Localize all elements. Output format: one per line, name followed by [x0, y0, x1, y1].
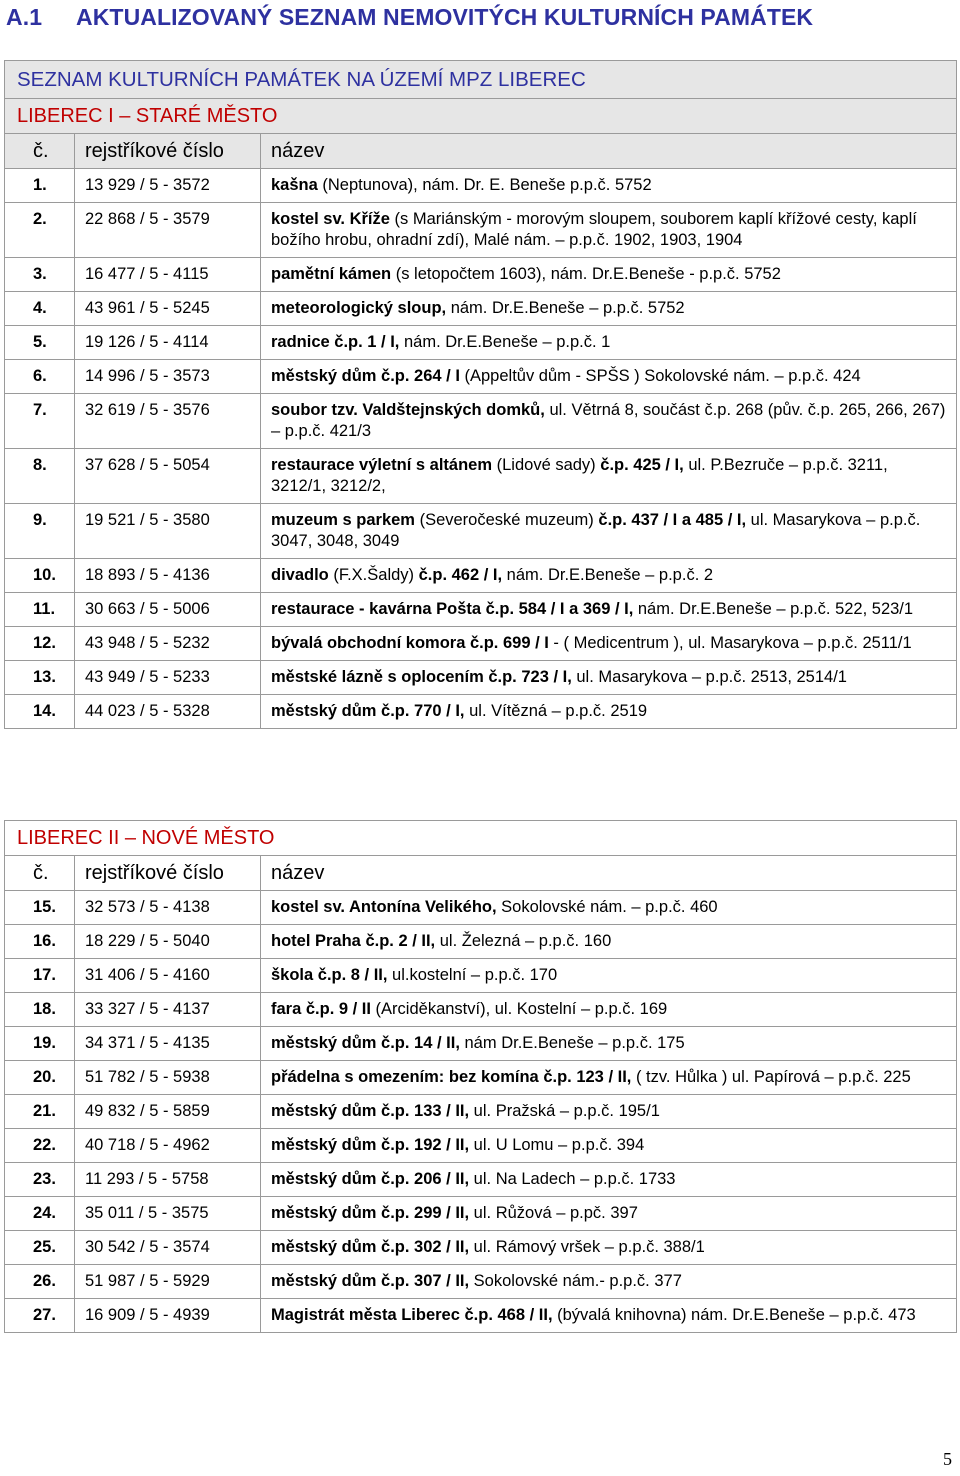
monument-name [261, 326, 957, 360]
register-number: 43 961 / 5 - 5245 [75, 292, 261, 326]
table-row [5, 1265, 957, 1299]
register-number: 31 406 / 5 - 4160 [75, 959, 261, 993]
monument-name [261, 1095, 957, 1129]
monument-name [261, 1129, 957, 1163]
row-number: 15. [5, 891, 75, 925]
monument-name-bold: č.p. 437 / I a 485 / I, [598, 511, 747, 529]
table-row [5, 394, 957, 449]
heading-number: A.1 [6, 4, 43, 30]
column-header-number: č. [5, 134, 75, 169]
monument-name-bold: městský dům č.p. 264 / I [271, 367, 460, 385]
monument-name-bold: č.p. 425 / I, [600, 456, 684, 474]
monument-name [261, 1061, 957, 1095]
row-number: 21. [5, 1095, 75, 1129]
table-row [5, 1163, 957, 1197]
column-header-name: název [261, 856, 957, 891]
monument-name-bold: restaurace výletní s altánem [271, 456, 493, 474]
monument-name-text: nám. Dr.E.Beneše – p.p.č. 1 [399, 333, 611, 351]
monument-name [261, 695, 957, 729]
table-row [5, 360, 957, 394]
monument-name-bold: škola č.p. 8 / II, [271, 966, 388, 984]
register-number: 34 371 / 5 - 4135 [75, 1027, 261, 1061]
monument-name-text: ul. P.Bezruče – p.p.č. 3211, 3212/1, 3212/2, [271, 456, 888, 495]
monument-name-text: nám Dr.E.Beneše – p.p.č. 175 [459, 1034, 685, 1052]
register-number: 14 996 / 5 - 3573 [75, 360, 261, 394]
monument-name-text: ( tzv. Hůlka ) ul. Papírová – p.p.č. 225 [631, 1068, 911, 1086]
monument-name [261, 959, 957, 993]
monument-name-bold: meteorologický sloup, [271, 299, 447, 317]
register-number: 16 909 / 5 - 4939 [75, 1299, 261, 1333]
monument-name-bold: bývalá obchodní komora č.p. 699 / I [271, 634, 549, 652]
monument-name [261, 1027, 957, 1061]
row-number: 10. [5, 559, 75, 593]
monument-name-bold: městský dům č.p. 206 / II, [271, 1170, 470, 1188]
table-row [5, 891, 957, 925]
register-number: 33 327 / 5 - 4137 [75, 993, 261, 1027]
monument-name-text: ul.kostelní – p.p.č. 170 [387, 966, 558, 984]
monument-name-text: ul. Růžová – p.pč. 397 [469, 1204, 638, 1222]
table-row [5, 258, 957, 292]
row-number: 17. [5, 959, 75, 993]
monument-name-bold: fara č.p. 9 / II [271, 1000, 371, 1018]
register-number: 30 542 / 5 - 3574 [75, 1231, 261, 1265]
row-number: 8. [5, 449, 75, 504]
monument-name-bold: kostel sv. Kříže [271, 210, 390, 228]
register-number: 32 619 / 5 - 3576 [75, 394, 261, 449]
table-row [5, 959, 957, 993]
table-row [5, 627, 957, 661]
monument-name-text: ul. U Lomu – p.p.č. 394 [469, 1136, 645, 1154]
register-number: 40 718 / 5 - 4962 [75, 1129, 261, 1163]
document-heading [6, 4, 954, 31]
section-title: LIBEREC II – NOVÉ MĚSTO [5, 821, 957, 856]
register-number: 16 477 / 5 - 4115 [75, 258, 261, 292]
table-row [5, 292, 957, 326]
column-header-number: č. [5, 856, 75, 891]
monument-name-bold: hotel Praha č.p. 2 / II, [271, 932, 436, 950]
monument-name [261, 1299, 957, 1333]
table-row [5, 593, 957, 627]
monument-name-text: (Appeltův dům - SPŠS ) Sokolovské nám. – p.p.č. 424 [459, 367, 861, 385]
monument-name-bold: radnice č.p. 1 / I, [271, 333, 400, 351]
register-number: 35 011 / 5 - 3575 [75, 1197, 261, 1231]
monument-name [261, 1265, 957, 1299]
register-number: 43 949 / 5 - 5233 [75, 661, 261, 695]
monument-name [261, 593, 957, 627]
table-row [5, 1299, 957, 1333]
table-row [5, 504, 957, 559]
register-number: 30 663 / 5 - 5006 [75, 593, 261, 627]
monument-name-bold: městský dům č.p. 770 / I, [271, 702, 465, 720]
monument-name [261, 504, 957, 559]
register-number: 43 948 / 5 - 5232 [75, 627, 261, 661]
heading-title: AKTUALIZOVANÝ SEZNAM NEMOVITÝCH KULTURNÍCH PAMÁTEK [76, 4, 814, 30]
row-number: 6. [5, 360, 75, 394]
monument-name-text: nám. Dr.E.Beneše – p.p.č. 2 [502, 566, 714, 584]
table-row [5, 993, 957, 1027]
monument-name-text: (Neptunova), nám. Dr. E. Beneše p.p.č. 5752 [317, 176, 652, 194]
row-number: 27. [5, 1299, 75, 1333]
monument-name-text: (Arciděkanství), ul. Kostelní – p.p.č. 169 [370, 1000, 668, 1018]
monument-name-text: (Severočeské muzeum) [414, 511, 599, 529]
row-number: 24. [5, 1197, 75, 1231]
register-number: 11 293 / 5 - 5758 [75, 1163, 261, 1197]
row-number: 22. [5, 1129, 75, 1163]
register-number: 44 023 / 5 - 5328 [75, 695, 261, 729]
row-number: 4. [5, 292, 75, 326]
monument-name-text: ul. Na Ladech – p.p.č. 1733 [469, 1170, 676, 1188]
row-number: 11. [5, 593, 75, 627]
monument-name-bold: č.p. 462 / I, [418, 566, 503, 584]
table-row [5, 449, 957, 504]
row-number: 9. [5, 504, 75, 559]
row-number: 13. [5, 661, 75, 695]
monument-name-text: (F.X.Šaldy) [328, 566, 419, 584]
register-number: 19 126 / 5 - 4114 [75, 326, 261, 360]
monument-name [261, 1197, 957, 1231]
monument-name-text: (s Mariánským - morovým sloupem, souborem kaplí křížové cesty, kaplí božího hrobu, ohradní zdí), Malé nám. – p.p.č. 1902, 1903, 1904 [271, 210, 917, 249]
table-row [5, 695, 957, 729]
row-number: 16. [5, 925, 75, 959]
table-row [5, 203, 957, 258]
monument-name [261, 1231, 957, 1265]
monument-name-text: ul. Větrná 8, součást č.p. 268 (pův. č.p. 265, 266, 267) – p.p.č. 421/3 [271, 401, 946, 440]
monument-name-text: ul. Pražská – p.p.č. 195/1 [469, 1102, 660, 1120]
table-row [5, 1231, 957, 1265]
monument-name-text: ul. Vítězná – p.p.č. 2519 [464, 702, 648, 720]
monument-name-text: nám. Dr.E.Beneše – p.p.č. 5752 [446, 299, 685, 317]
row-number: 12. [5, 627, 75, 661]
register-number: 49 832 / 5 - 5859 [75, 1095, 261, 1129]
table-row [5, 661, 957, 695]
row-number: 23. [5, 1163, 75, 1197]
monument-name-text: Sokolovské nám. – p.p.č. 460 [496, 898, 718, 916]
register-number: 19 521 / 5 - 3580 [75, 504, 261, 559]
row-number: 7. [5, 394, 75, 449]
monument-name-bold: Magistrát města Liberec č.p. 468 / II, [271, 1306, 553, 1324]
monument-name [261, 925, 957, 959]
monument-name-bold: kostel sv. Antonína Velikého, [271, 898, 497, 916]
page-number: 5 [943, 1449, 952, 1469]
table-row [5, 1129, 957, 1163]
row-number: 26. [5, 1265, 75, 1299]
register-number: 13 929 / 5 - 3572 [75, 169, 261, 203]
monument-name-text: nám. Dr.E.Beneše – p.p.č. 522, 523/1 [633, 600, 914, 618]
monument-name-bold: městský dům č.p. 307 / II, [271, 1272, 470, 1290]
row-number: 5. [5, 326, 75, 360]
column-header-register: rejstříkové číslo [75, 134, 261, 169]
monument-name-bold: městský dům č.p. 299 / II, [271, 1204, 470, 1222]
table-title: SEZNAM KULTURNÍCH PAMÁTEK NA ÚZEMÍ MPZ LIBEREC [5, 61, 957, 99]
monuments-table-old-town [4, 60, 957, 729]
monument-name [261, 559, 957, 593]
monument-name-text: Sokolovské nám.- p.p.č. 377 [469, 1272, 682, 1290]
register-number: 32 573 / 5 - 4138 [75, 891, 261, 925]
monument-name-text: ul. Masarykova – p.p.č. 2513, 2514/1 [571, 668, 847, 686]
row-number: 19. [5, 1027, 75, 1061]
monument-name-bold: městské lázně s oplocením č.p. 723 / I, [271, 668, 572, 686]
monument-name [261, 449, 957, 504]
row-number: 1. [5, 169, 75, 203]
monument-name-bold: muzeum s parkem [271, 511, 415, 529]
monument-name-bold: městský dům č.p. 302 / II, [271, 1238, 470, 1256]
monument-name-bold: pamětní kámen [271, 265, 392, 283]
table-row [5, 326, 957, 360]
monument-name-bold: kašna [271, 176, 318, 194]
table-row [5, 1061, 957, 1095]
monument-name-bold: restaurace - kavárna Pošta č.p. 584 / I a 369 / I, [271, 600, 634, 618]
monument-name [261, 169, 957, 203]
monument-name-text: ul. Železná – p.p.č. 160 [435, 932, 612, 950]
monuments-table-new-town [4, 820, 957, 1333]
register-number: 51 987 / 5 - 5929 [75, 1265, 261, 1299]
register-number: 37 628 / 5 - 5054 [75, 449, 261, 504]
monument-name [261, 661, 957, 695]
monument-name-text: - ( Medicentrum ), ul. Masarykova – p.p.č. 2511/1 [548, 634, 912, 652]
monument-name-bold: přádelna s omezením: bez komína č.p. 123 / II, [271, 1068, 632, 1086]
table-row [5, 925, 957, 959]
monument-name [261, 258, 957, 292]
monument-name [261, 394, 957, 449]
table-row [5, 1197, 957, 1231]
monument-name [261, 292, 957, 326]
monument-name [261, 1163, 957, 1197]
monument-name-bold: městský dům č.p. 192 / II, [271, 1136, 470, 1154]
column-header-register: rejstříkové číslo [75, 856, 261, 891]
row-number: 20. [5, 1061, 75, 1095]
monument-name-text: (bývalá knihovna) nám. Dr.E.Beneše – p.p.č. 473 [552, 1306, 916, 1324]
monument-name-bold: městský dům č.p. 133 / II, [271, 1102, 470, 1120]
monument-name-bold: městský dům č.p. 14 / II, [271, 1034, 460, 1052]
monument-name-text: (s letopočtem 1603), nám. Dr.E.Beneše - p.p.č. 5752 [391, 265, 781, 283]
section-title: LIBEREC I – STARÉ MĚSTO [5, 99, 957, 134]
monument-name [261, 360, 957, 394]
register-number: 18 229 / 5 - 5040 [75, 925, 261, 959]
monument-name [261, 993, 957, 1027]
monument-name-text: (Lidové sady) [492, 456, 601, 474]
monument-name [261, 627, 957, 661]
monument-name [261, 203, 957, 258]
monument-name-text: ul. Rámový vršek – p.p.č. 388/1 [469, 1238, 705, 1256]
monument-name-bold: divadlo [271, 566, 329, 584]
register-number: 51 782 / 5 - 5938 [75, 1061, 261, 1095]
row-number: 14. [5, 695, 75, 729]
table-row [5, 169, 957, 203]
monument-name [261, 891, 957, 925]
register-number: 18 893 / 5 - 4136 [75, 559, 261, 593]
table-row [5, 1095, 957, 1129]
monument-name-text: ul. Masarykova – p.p.č. 3047, 3048, 3049 [271, 511, 921, 550]
row-number: 18. [5, 993, 75, 1027]
table-row [5, 559, 957, 593]
column-header-name: název [261, 134, 957, 169]
monument-name-bold: soubor tzv. Valdštejnských domků, [271, 401, 545, 419]
row-number: 2. [5, 203, 75, 258]
row-number: 25. [5, 1231, 75, 1265]
row-number: 3. [5, 258, 75, 292]
register-number: 22 868 / 5 - 3579 [75, 203, 261, 258]
table-row [5, 1027, 957, 1061]
